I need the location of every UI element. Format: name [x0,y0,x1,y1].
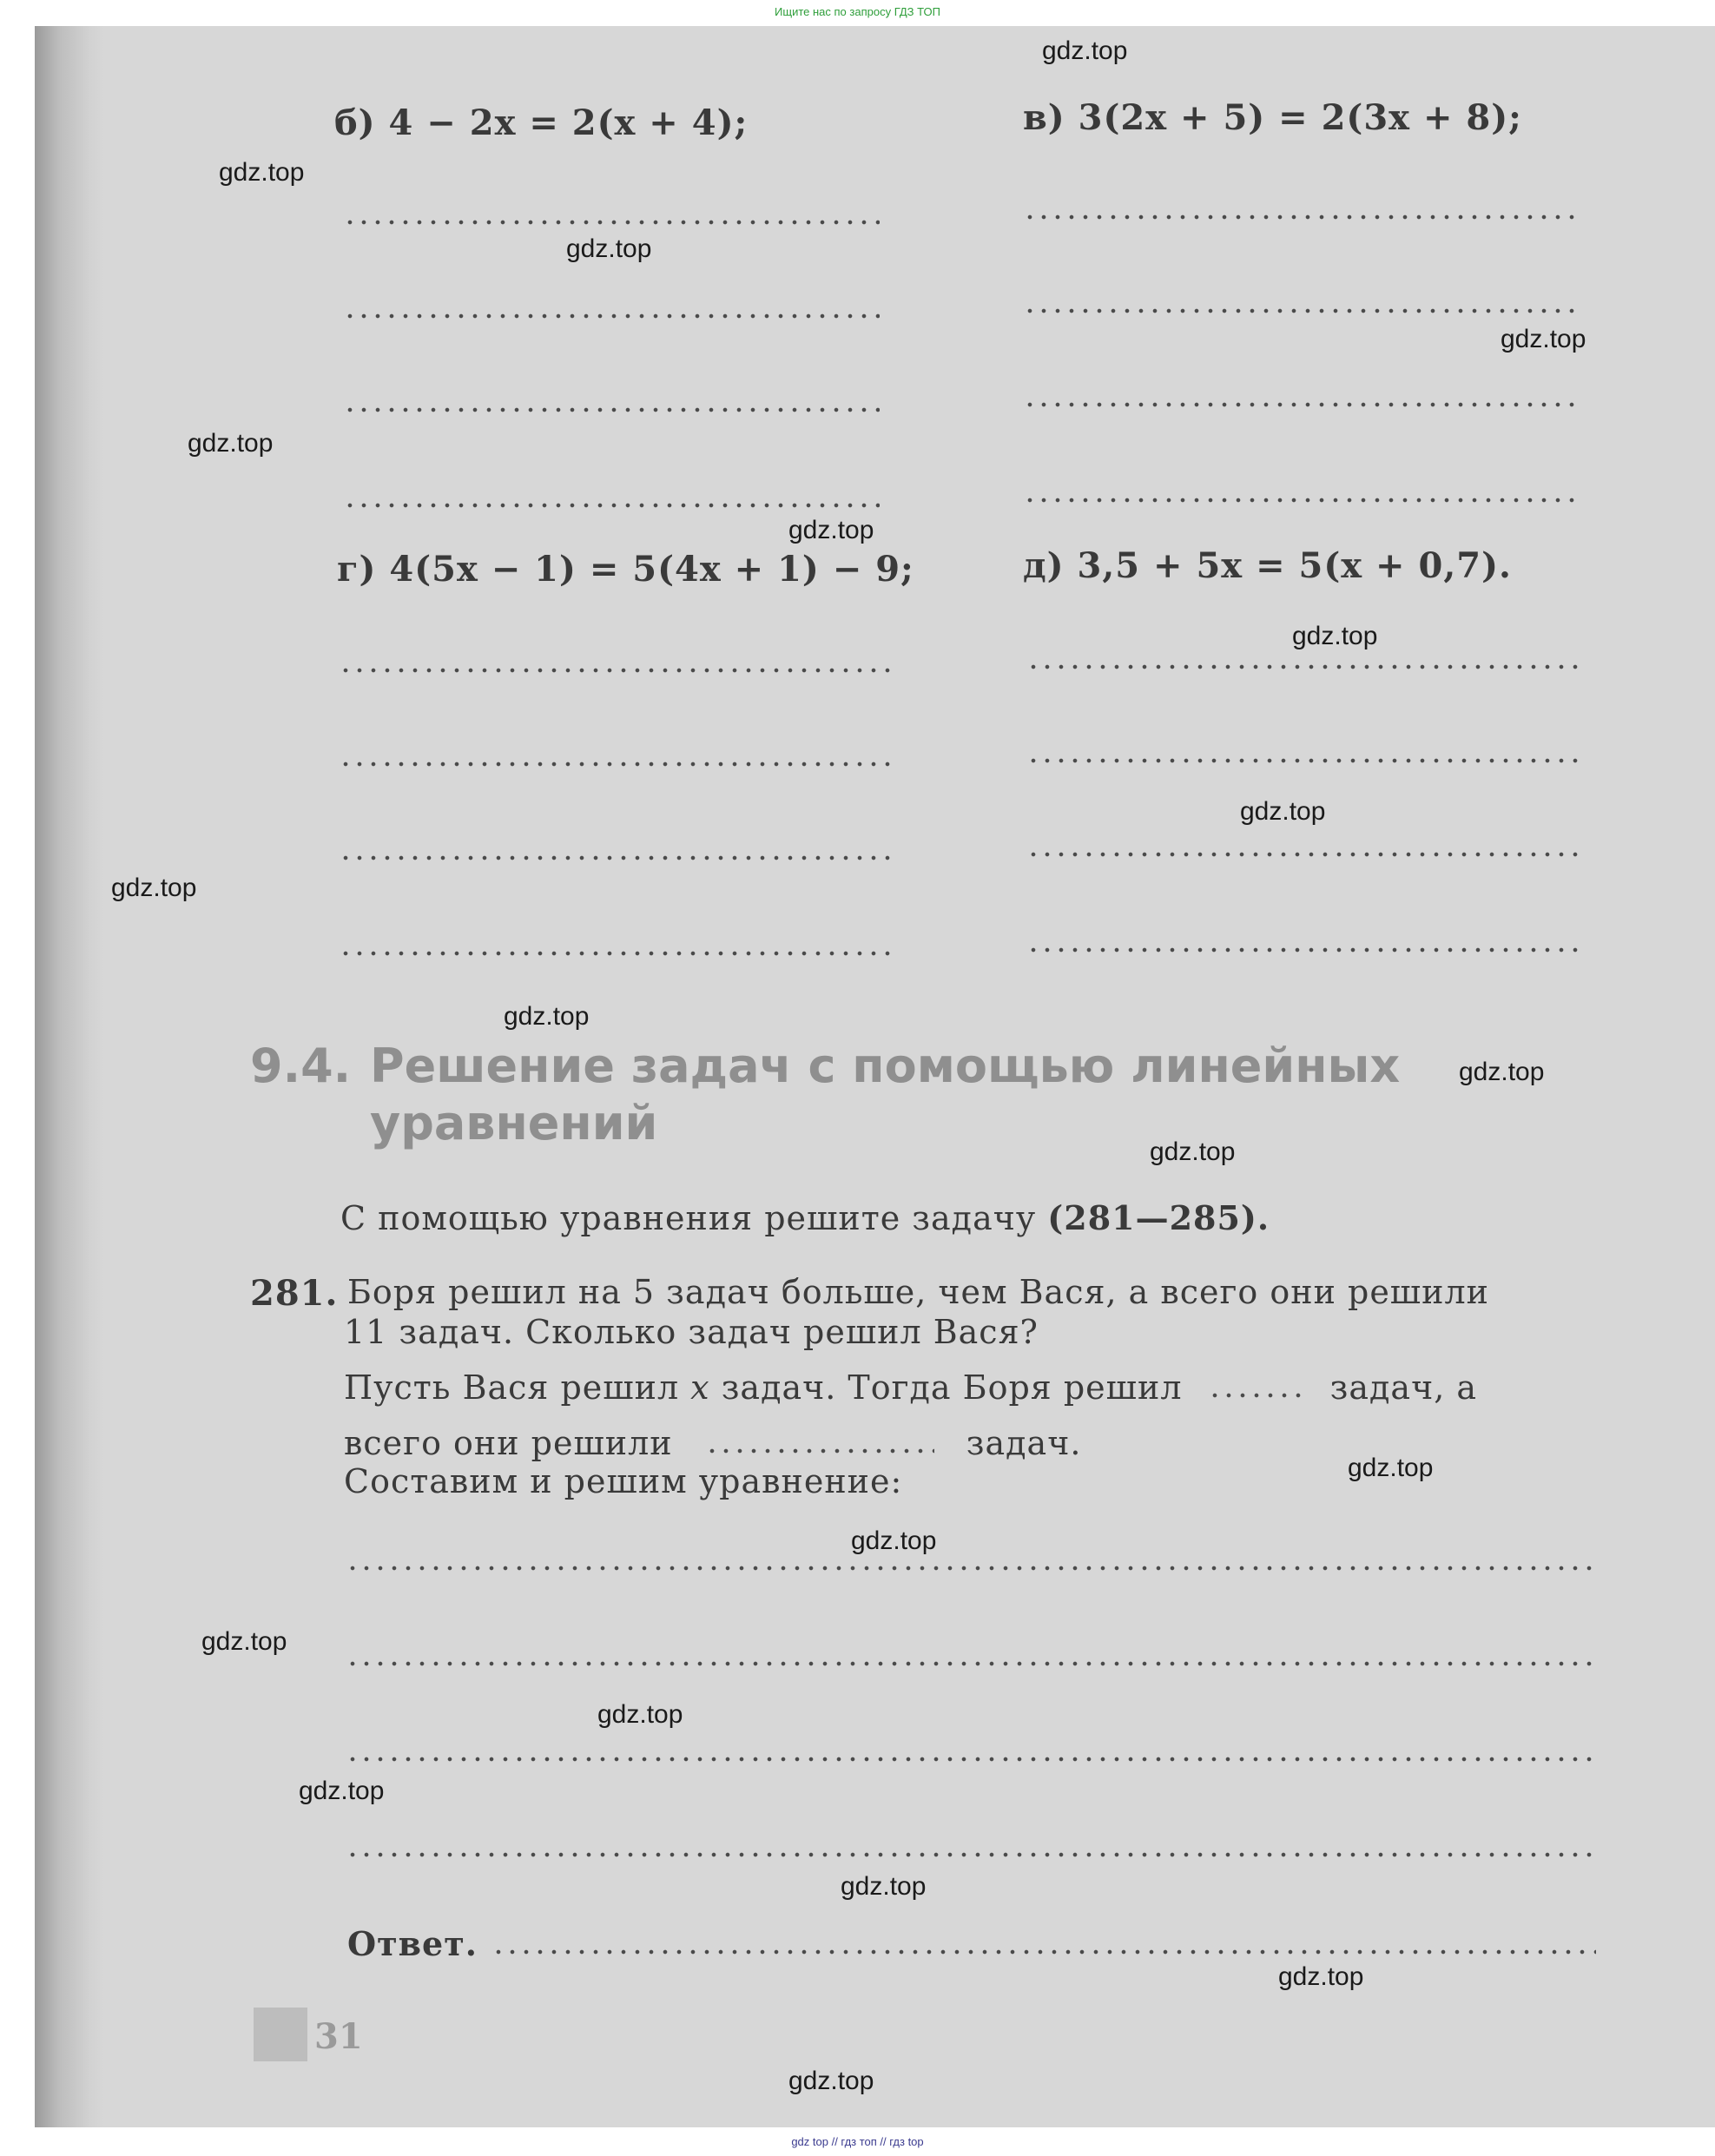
answer-line [343,219,880,226]
solution-line [346,1851,1596,1858]
blank-boris [1208,1392,1305,1399]
footer-text: gdz top // гдз топ // гдз top [791,2135,924,2148]
equation-b: б) 4 − 2x = 2(x + 4); [334,102,749,143]
instruction [340,1198,1270,1237]
answer-line [339,854,898,861]
section-title-line2: уравнений [370,1096,658,1151]
watermark: gdz.top [1292,622,1378,650]
watermark: gdz.top [1240,797,1326,826]
page-number-box [254,2008,307,2061]
watermark: gdz.top [201,1627,287,1656]
watermark: gdz.top [1459,1058,1545,1086]
answer-line [491,1948,1596,1955]
book-spine-shadow [35,26,104,2127]
prompt-e: задач. [966,1424,1082,1462]
answer-line [1026,946,1586,953]
watermark: gdz.top [1348,1454,1434,1482]
section-heading [250,1038,1466,1152]
equation-v: в) 3(2x + 5) = 2(3x + 8); [1023,97,1522,138]
answer-line [1026,757,1586,764]
equation-g: г) 4(5x − 1) = 5(4x + 1) − 9; [337,549,914,590]
watermark: gdz.top [788,2067,874,2095]
watermark: gdz.top [788,516,874,544]
answer-line [339,761,898,768]
problem-text-line1: Боря решил на 5 задач больше, чем Вася, а всего они решили [347,1273,1489,1311]
answer-line [339,950,898,957]
problem-number: 281. [250,1273,339,1314]
prompt-a: Пусть Вася решил [344,1368,691,1407]
answer-line [1023,214,1582,221]
answer-line [343,313,880,320]
watermark: gdz.top [841,1872,927,1901]
prompt-var: x [690,1368,710,1407]
watermark: gdz.top [219,158,305,187]
prompt-line1 [344,1368,1477,1407]
solution-line [346,1565,1596,1572]
watermark: gdz.top [566,234,652,263]
prompt-b: задач. Тогда Боря решил [709,1368,1183,1407]
watermark: gdz.top [1501,325,1586,353]
equation-d: д) 3,5 + 5x = 5(x + 0,7). [1023,545,1512,586]
watermark: gdz.top [851,1526,937,1555]
solution-line [346,1756,1596,1763]
watermark: gdz.top [188,429,274,458]
section-title-line1: Решение задач с помощью линейных [370,1038,1401,1093]
prompt-d: всего они решили [344,1424,673,1462]
answer-line [1026,851,1586,858]
top-banner: Ищите нас по запросу ГДЗ ТОП [775,5,940,18]
answer-line [1023,497,1582,504]
instruction-range: (281—285). [1047,1198,1270,1237]
watermark: gdz.top [1042,36,1128,65]
answer-line [1023,307,1582,314]
solution-line [346,1660,1596,1667]
answer-line [1023,401,1582,408]
prompt-c: задач, а [1329,1368,1478,1407]
problem-text-line2: 11 задач. Сколько задач решил Вася? [344,1313,1039,1351]
answer-line [339,667,898,674]
prompt-line3: Составим и решим уравнение: [344,1462,903,1500]
section-number: 9.4. [250,1038,352,1093]
watermark: gdz.top [111,874,197,902]
prompt-line2 [344,1424,1081,1462]
watermark: gdz.top [299,1777,385,1805]
instruction-text: С помощью уравнения решите задачу [340,1199,1048,1237]
watermark: gdz.top [1278,1962,1364,1991]
page-number: 31 [314,2016,363,2057]
watermark: gdz.top [504,1002,590,1031]
watermark: gdz.top [597,1700,683,1729]
watermark: gdz.top [1150,1137,1236,1166]
answer-line [343,406,880,413]
answer-line [343,502,880,509]
answer-line [1026,663,1586,670]
blank-total [705,1447,934,1454]
answer-label: Ответ. [347,1924,478,1963]
